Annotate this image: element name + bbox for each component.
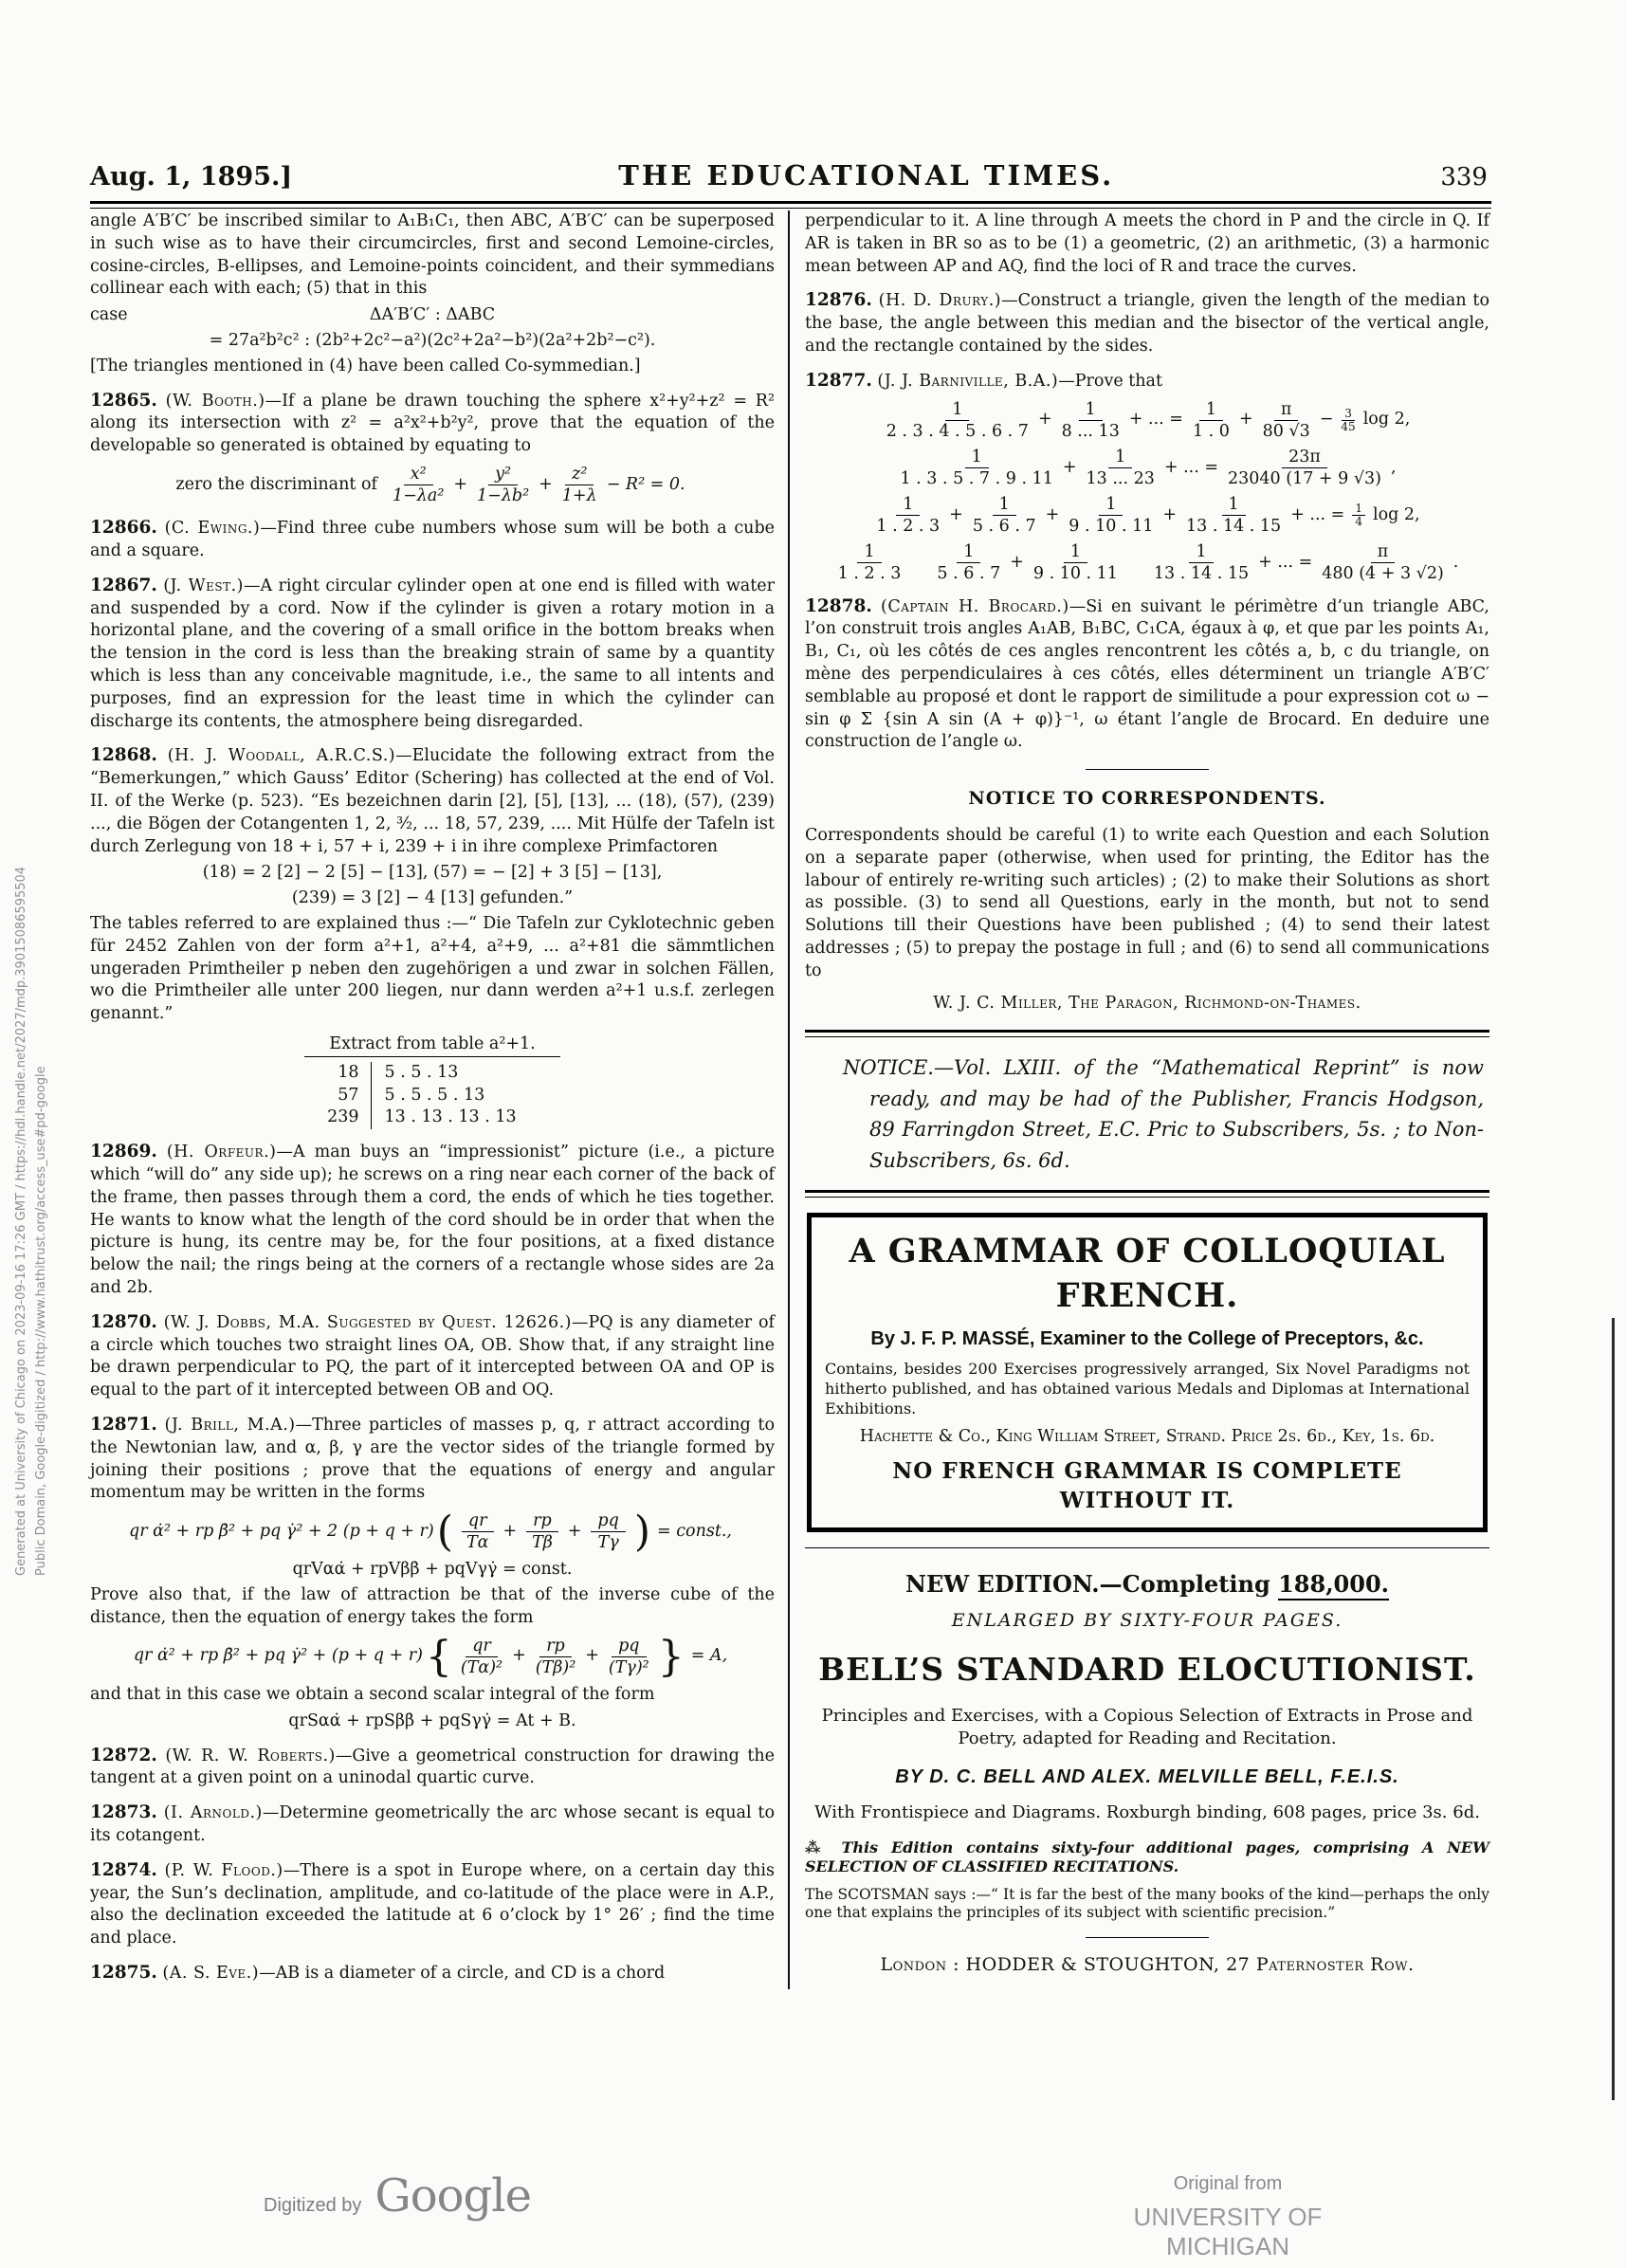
page-number: 339 [1440, 163, 1488, 192]
university-of-michigan-label: UNIVERSITY OF MICHIGAN [1133, 2203, 1323, 2260]
question-12871: 12871. (J. Brill, M.A.)—Three particles of masses p, q, r attract according to the Newtonian law, and α, β, γ are the vector sides of the triangle formed by joining their positions ; prove that the equations of energy and angular momentum may be written in the forms [90, 1414, 775, 1503]
enlarged-line: ENLARGED BY SIXTY-FOUR PAGES. [951, 1610, 1343, 1632]
section-divider [1086, 769, 1209, 770]
co-symmedian-note: [The triangles mentioned in (4) have been called Co-symmedian.] [90, 356, 641, 375]
question-12869: 12869. (H. Orfeur.)—A man buys an “impressionist” picture (i.e., a picture which “will do” any side up); he screws on a ring near each corner of the back of the frame, then passes through them a cord, the ends of which he ties together. He wants to know what the length of the cord should be in order that when the picture is hung, its centre may be, for the four positions, at a fixed distance below the nail; the rings being at the corners of a rectangle whose sides are 2a and 2b. [90, 1142, 775, 1297]
section-rule [805, 1547, 1489, 1548]
extract-table [90, 1033, 775, 1129]
question-12872: 12872. (W. R. W. Roberts.)—Give a geometrical construction for drawing the tangent at a given point on a uninodal quartic curve. [90, 1745, 775, 1788]
original-from-stamp [1071, 2173, 1384, 2261]
question-12877: 12877. (J. J. Barniville, B.A.)—Prove that [805, 370, 1163, 391]
new-edition-line: NEW EDITION.—Completing 188,000. [805, 1569, 1489, 1600]
question-12866: 12866. (C. Ewing.)—Find three cube numbers whose sum will be both a cube and a square. [90, 518, 775, 561]
question-12876: 12876. (H. D. Drury.)—Construct a triangle, given the length of the median to the base, the angle between this median and the bisector of the vertical angle, and the rectangle contained by the sides. [805, 290, 1490, 356]
mathematical-reprint-notice: NOTICE.—Vol. LXIII. of the “Mathematical Reprint” is now ready, and may be had of the Publisher, Francis Hodgson, 89 Farringdon Street, E.C. Pric to Subscribers, 5s. ; to Non-Subscribers, 6s. 6d. [843, 1056, 1484, 1172]
equation: $\frac{1}{1 . 3 . 5 . 7 . 9 . 11}$ + $\frac{1}{13 ... 23}$ + ... = $\frac{23\pi}{23040 (17 + 9 √3)}$ , [900, 447, 1397, 488]
equation: qr α̇² + rp β̇² + pq γ̇² + 2 (p + q + r) ( $\frac{qr}{T\alpha}$ + $\frac{rp}{T\beta}$ + $\frac{pq}{T\gamma}$ ) = const., [129, 1507, 732, 1556]
table-row: 239 13 . 13 . 13 . 13 [291, 1107, 575, 1129]
bells-elocutionist-ad [805, 1569, 1489, 1979]
section-divider [1086, 1937, 1209, 1938]
ad-title: BELL’S STANDARD ELOCUTIONIST. [818, 1651, 1476, 1689]
equation: qr α̇² + rp β̇² + pq γ̇² + (p + q + r) { $\frac{qr}{\text{(Tα)²}}$ + $\frac{rp}{\text{(Tβ)²}}$ + $\frac{pq}{\text{(Tγ)²}}$ } = A, [133, 1632, 728, 1681]
hathitrust-marginalia [11, 609, 51, 1576]
table-row: 18 5 . 5 . 13 [291, 1062, 575, 1085]
marginalia-public-domain-line: Public Domain, Google-digitized / http://www.hathitrust.org/access_use#pd-google [34, 1066, 48, 1576]
equation: (239) = 3 [2] − 4 [13] gefunden.” [291, 888, 574, 908]
question-12873: 12873. (I. Arnold.)—Determine geometrically the arc whose secant is equal to its cotangent. [90, 1802, 775, 1845]
ad-byline: By J. F. P. MASSÉ, Examiner to the College of Preceptors, &c. [870, 1327, 1424, 1349]
equation: qrSαα̇ + rpSββ̇ + pqSγγ̇ = At + B. [288, 1710, 576, 1730]
ad-description: Principles and Exercises, with a Copious Selection of Extracts in Prose and Poetry, adapted for Reading and Recitation. [821, 1705, 1473, 1749]
scanned-page [90, 159, 1491, 1989]
equation: = 27a²b²c² : (2b²+2c²−a²)(2c²+2a²−b²)(2a²+2b²−c²). [209, 330, 656, 350]
second-integral-paragraph: and that in this case we obtain a second scalar integral of the form [90, 1684, 655, 1704]
equation: $\frac{1}{2 . 3 . 4 . 5 . 6 . 7}$ + $\frac{1}{8 ... 13}$ + ... = $\frac{1}{1 . 0}$ + $\frac{\pi}{80 √3}$ − $\frac{3}{45}$ log 2, [886, 399, 1411, 441]
left-column [90, 210, 788, 1989]
equation: $\frac{1}{1 . 2 . 3}$ $\frac{1}{5 . 6 . 7}$ + $\frac{1}{9 . 10 . 11}$ $\frac{1}{13 . 14 . 15}$ + ... = $\frac{\pi}{480 (4 + 3 √2)}$ . [837, 542, 1459, 584]
marginalia-generated-line: Generated at University of Chicago on 2023-09-16 17:26 GMT / https://hdl.handle.net/2027/mdp.39015086595504 [14, 866, 28, 1576]
question-12868: 12868. (H. J. Woodall, A.R.C.S.)—Elucidate the following extract from the “Bemerkungen,” which Gauss’ Editor (Schering) has collected at the end of Vol. II. of the Werke (p. 523). “Es bezeichnen darin [2], [5], [13], ... (18), (57), (239) ..., die Bögen der Cotangenten 1, 2, ³⁄₂, ... 18, 57, 239, .... Mit Hülfe der Tafeln ist durch Zerlegung von 18 + i, 57 + i, 239 + i in ihre complexe Primfactoren [90, 745, 775, 856]
header-rule [90, 201, 1491, 209]
ad-publisher: London : HODDER & STOUGHTON, 27 Paternoster Row. [880, 1954, 1415, 1976]
section-rule [805, 1030, 1489, 1037]
french-grammar-ad [807, 1213, 1488, 1532]
scan-edge-artifact [1612, 1318, 1615, 2100]
ad-slogan: NO FRENCH GRAMMAR IS COMPLETE WITHOUT IT. [892, 1458, 1402, 1514]
page-header [90, 159, 1491, 201]
original-from-label: Original from [1173, 2173, 1283, 2194]
digitized-by-label: Digitized by [264, 2195, 362, 2216]
notice-to-correspondents-body: Correspondents should be careful (1) to write each Question and each Solution on a separate paper (otherwise, when used for printing, the Editor has the labour of entirely re-writing such articles) ; (2) to make their Solutions as short as possible. (3) to send all Questions, early in the month, but not to send Solutions till their Questions have been published ; (4) to send their latest addresses ; (5) to prepay the postage in full ; and (6) to send all communications to [805, 825, 1489, 980]
ad-details: With Frontispiece and Diagrams. Roxburgh binding, 608 pages, price 3s. 6d. [814, 1802, 1480, 1823]
editor-signature: W. J. C. Miller, The Paragon, Richmond-on-Thames. [933, 993, 1361, 1013]
issue-date: Aug. 1, 1895.] [90, 162, 293, 192]
continued-paragraph: perpendicular to it. A line through A meets the chord in P and the circle in Q. If AR is taken in BR so as to be (1) a geometric, (2) an arithmetic, (3) a harmonic mean between AP and AQ, find the loci of R and trace the curves. [805, 211, 1489, 276]
page-title: THE EDUCATIONAL TIMES. [618, 159, 1115, 192]
table-row: 57 5 . 5 . 5 . 13 [291, 1085, 575, 1107]
scotsman-quote: The SCOTSMAN says :—“ It is far the best of the many books of the kind—perhaps the only one that explains the principles of its subject with scientific precision.” [805, 1885, 1489, 1921]
question-12865: 12865. (W. Booth.)—If a plane be drawn touching the sphere x²+y²+z² = R² along its intersection with z² = a²x²+b²y², prove that the equation of the developable so generated is obtained by equating to [90, 390, 775, 456]
question-12875: 12875. (A. S. Eve.)—AB is a diameter of a circle, and CD is a chord [90, 1962, 666, 1983]
equation: zero the discriminant of $\frac{\text{x²}}{\text{1−λa²}}$ + $\frac{\text{y²}}{\text{1−λb²}}$ + $\frac{\text{z²}}{1+\lambda}$ − R² = 0. [175, 464, 685, 506]
digitized-by-google [264, 2169, 531, 2222]
ad-note: ⁂ This Edition contains sixty-four additional pages, comprising A NEW SELECTION OF CLASSIFIED RECITATIONS. [805, 1838, 1489, 1875]
equation: qrVαα̇ + rpVββ̇ + pqVγγ̇ = const. [292, 1560, 573, 1580]
question-12870: 12870. (W. J. Dobbs, M.A. Suggested by Quest. 12626.)—PQ is any diameter of a circle which touches two straight lines OA, OB. Show that, if any straight line be drawn perpendicular to PQ, the part of it intercepted between OA and OP is equal to the part of it intercepted between OB and OQ. [90, 1311, 775, 1400]
right-column [788, 210, 1489, 1989]
prove-also-paragraph: Prove also that, if the law of attraction be that of the inverse cube of the distance, then the equation of energy takes the form [90, 1585, 775, 1627]
tables-explained-paragraph: The tables referred to are explained thus :—“ Die Tafeln zur Cyklotechnic geben für 2452 Zahlen von der form a²+1, a²+4, a²+9, ... a²+81 die sämmtlichen ungeraden Primtheiler p neben den zugehörigen a und zwar in solchen Fällen, wo die Primtheiler alle unter 200 liegen, nur dann werden a²+1 u.s.f. zerlegen genannt.” [90, 913, 775, 1024]
continued-paragraph: angle A′B′C′ be inscribed similar to A₁B₁C₁, then ABC, A′B′C′ can be superposed in such wise as to have their circumcircles, first and second Lemoine-circles, cosine-circles, B-ellipses, and Lemoine-points coincident, and their symmedians collinear each with each; (5) that in this [90, 211, 775, 299]
section-rule [805, 1190, 1489, 1198]
ad-publisher: Hachette & Co., King William Street, Strand. Price 2s. 6d., Key, 1s. 6d. [859, 1427, 1435, 1447]
question-12878: 12878. (Captain H. Brocard.)—Si en suivant le périmètre d’un triangle ABC, l’on construit trois angles A₁AB, B₁BC, C₁CA, égaux à φ, et que par les points A₁, B₁, C₁, où les côtés de ces angles rencontrent les côtés a, b, c du triangle, on mène des perpendiculaires à ces côtés, elles déterminent un triangle A′B′C′ semblable au proposé et dont le rapport de similitude a pour expression cot ω − sin φ Σ {sin A sin (A + φ)}⁻¹, ω étant l’angle de Brocard. En deduire une construction de l’angle ω. [805, 595, 1489, 752]
ad-title: A GRAMMAR OF COLLOQUIAL FRENCH. [849, 1231, 1446, 1316]
notice-to-correspondents-title: NOTICE TO CORRESPONDENTS. [968, 788, 1326, 810]
ad-authors: BY D. C. BELL AND ALEX. MELVILLE BELL, F.E.I.S. [895, 1765, 1399, 1787]
equation: (18) = 2 [2] − 2 [5] − [13], (57) = − [2] + 3 [5] − [13], [202, 863, 663, 883]
equation: case ΔA′B′C′ : ΔABC [90, 305, 496, 325]
question-12867: 12867. (J. West.)—A right circular cylinder open at one end is filled with water and suspended by a cord. Now if the cylinder is given a rotary motion in a horizontal plane, and the covering of a small orifice in the bottom breaks when the tension in the cord is less than the breaking strain of same by a quantity which is less than any conceivable magnitude, i.e., the same to all intents and purposes, find an expression for the least time in which the cylinder can discharge its contents, the atmosphere being disregarded. [90, 575, 775, 731]
ad-body: Contains, besides 200 Exercises progressively arranged, Six Novel Paradigms not hitherto published, and has obtained various Medals and Diplomas at International Exhibitions. [825, 1359, 1470, 1418]
google-logo: Google [375, 2169, 532, 2222]
equation: $\frac{1}{1 . 2 . 3}$ + $\frac{1}{5 . 6 . 7}$ + $\frac{1}{9 . 10 . 11}$ + $\frac{1}{13 . 14 . 15}$ + ... = $\frac{1}{4}$ log 2, [876, 495, 1420, 537]
extract-table-caption: Extract from table a²+1. [304, 1034, 559, 1057]
question-12874: 12874. (P. W. Flood.)—There is a spot in Europe where, on a certain day this year, the Sun’s declination, amplitude, and co-latitude of the place were in A.P., also the declination exceeded the latitude at 6 o’clock by 1° 26′ ; find the time and place. [90, 1859, 775, 1948]
